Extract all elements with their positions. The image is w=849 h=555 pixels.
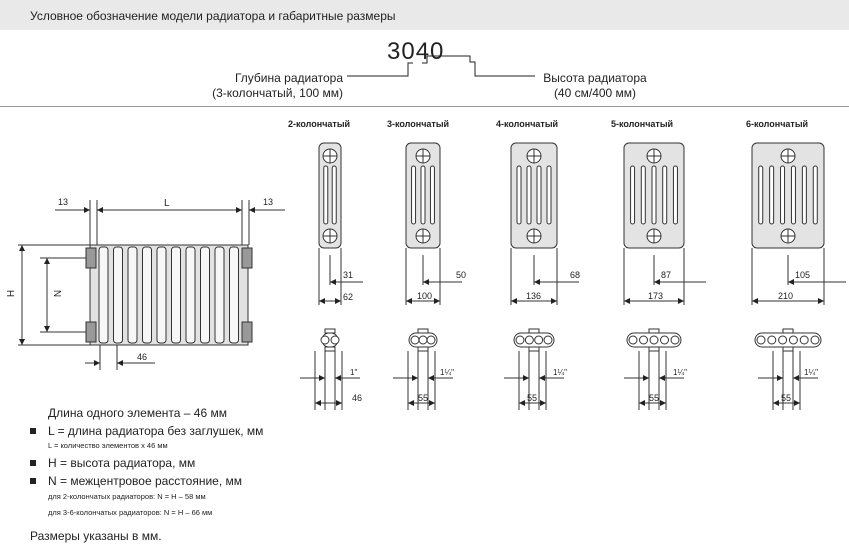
depth-3: 100 — [417, 291, 433, 301]
radiator-section — [230, 247, 239, 343]
radiator-slot — [673, 166, 677, 224]
column-tube — [411, 336, 419, 344]
side-view-drawing — [18, 200, 285, 370]
radiator-slot — [641, 166, 645, 224]
cross-cap — [325, 347, 335, 351]
depth-6: 210 — [778, 291, 794, 301]
length-label: L — [164, 198, 170, 209]
cross-cap — [418, 347, 428, 351]
model-code: 3040 — [387, 38, 445, 65]
model-code-leaders — [347, 56, 535, 76]
column-heading-3: 3-колончатый — [387, 119, 450, 129]
column-tube — [516, 336, 524, 344]
conn-depth-6: 55 — [781, 393, 792, 403]
half-depth-6: 105 — [795, 270, 811, 280]
conn-depth-2: 46 — [352, 393, 363, 403]
column-tube — [768, 336, 776, 344]
radiator-section — [201, 247, 210, 343]
thread-4: 1¼" — [553, 368, 567, 377]
column-tube — [671, 336, 679, 344]
radiator-section — [114, 247, 123, 343]
radiator-section — [99, 247, 108, 343]
half-depth-4: 68 — [570, 270, 581, 280]
depth-label-line2: (3-колончатый, 100 мм) — [212, 86, 343, 100]
note-units: Размеры указаны в мм. — [30, 529, 162, 543]
right-gap-label: 13 — [263, 197, 274, 207]
radiator-slot — [332, 166, 336, 224]
depth-4: 136 — [526, 291, 542, 301]
column-tube — [427, 336, 435, 344]
radiator-slot — [547, 166, 551, 224]
radiator-slot — [791, 166, 795, 224]
center-dim-label: N — [53, 289, 65, 298]
left-gap-label: 13 — [58, 197, 69, 207]
cross-cap — [325, 329, 335, 333]
cross-cap — [649, 347, 659, 351]
thread-6: 1¼" — [804, 368, 818, 377]
height-label-line1: Высота радиатора — [543, 71, 647, 85]
bullet-icon — [30, 428, 36, 434]
cross-cap — [418, 329, 428, 333]
note-n-sub1: для 2-колончатых радиаторов: N = H – 58 мм — [48, 492, 206, 501]
column-tube — [650, 336, 658, 344]
radiator-slot — [663, 166, 667, 224]
radiator-slot — [421, 166, 425, 224]
radiator-slot — [412, 166, 416, 224]
radiator-slot — [770, 166, 774, 224]
conn-depth-5: 55 — [649, 393, 660, 403]
radiator-slot — [430, 166, 434, 224]
depth-label-line1: Глубина радиатора — [234, 71, 343, 85]
radiator-slot — [324, 166, 328, 224]
radiator-slot — [517, 166, 521, 224]
column-heading-4: 4-колончатый — [496, 119, 559, 129]
column-tube — [661, 336, 669, 344]
half-depth-5: 87 — [661, 270, 672, 280]
radiator-section — [215, 247, 224, 343]
radiator-slot — [537, 166, 541, 224]
thread-5: 1¼" — [673, 368, 687, 377]
note-n-def: N = межцентровое расстояние, мм — [48, 474, 243, 488]
column-tube — [331, 336, 339, 344]
radiator-slot — [781, 166, 785, 224]
radiator-section — [143, 247, 152, 343]
depth-5: 173 — [648, 291, 664, 301]
column-tube — [811, 336, 819, 344]
column-tube — [419, 336, 427, 344]
note-l-def: L = длина радиатора без заглушек, мм — [48, 424, 264, 438]
column-tube — [321, 336, 329, 344]
column-tube — [535, 336, 543, 344]
column-tube — [779, 336, 787, 344]
conn-depth-3: 55 — [418, 393, 429, 403]
height-dim-label: H — [6, 289, 18, 298]
radiator-section — [157, 247, 166, 343]
depth-2: 62 — [343, 292, 354, 302]
column-heading-6: 6-колончатый — [746, 119, 809, 129]
radiator-slot — [652, 166, 656, 224]
column-heading-2: 2-колончатый — [288, 119, 351, 129]
cross-cap — [783, 329, 793, 333]
note-h-def: H = высота радиатора, мм — [48, 456, 196, 470]
radiator-slot — [527, 166, 531, 224]
column-tube — [640, 336, 648, 344]
thread-2: 1" — [350, 368, 358, 377]
thread-3: 1¼" — [440, 368, 454, 377]
column-tube — [757, 336, 765, 344]
radiator-slot — [759, 166, 763, 224]
radiator-section — [128, 247, 137, 343]
bullet-icon — [30, 478, 36, 484]
column-tube — [789, 336, 797, 344]
section-title: Условное обозначение модели радиатора и габаритные размеры — [30, 9, 396, 23]
half-depth-3: 50 — [456, 270, 467, 280]
conn-depth-4: 55 — [527, 393, 538, 403]
cross-cap — [783, 347, 793, 351]
cross-cap — [529, 347, 539, 351]
note-element-length: Длина одного элемента – 46 мм — [48, 406, 227, 420]
cross-cap — [529, 329, 539, 333]
radiator-slot — [813, 166, 817, 224]
radiator-section — [186, 247, 195, 343]
half-depth-2: 31 — [343, 270, 354, 280]
column-tube — [629, 336, 637, 344]
element-width-label: 46 — [137, 352, 148, 362]
column-tube — [525, 336, 533, 344]
column-heading-5: 5-колончатый — [611, 119, 674, 129]
cross-cap — [649, 329, 659, 333]
note-l-sub: L = количество элементов x 46 мм — [48, 441, 168, 450]
radiator-slot — [802, 166, 806, 224]
radiator-slot — [631, 166, 635, 224]
radiator-section — [172, 247, 181, 343]
bullet-icon — [30, 460, 36, 466]
height-label-line2: (40 см/400 мм) — [553, 86, 637, 100]
note-n-sub2: для 3-6-колончатых радиаторов: N = H – 66 мм — [48, 508, 213, 517]
column-tube — [800, 336, 808, 344]
column-tube — [544, 336, 552, 344]
